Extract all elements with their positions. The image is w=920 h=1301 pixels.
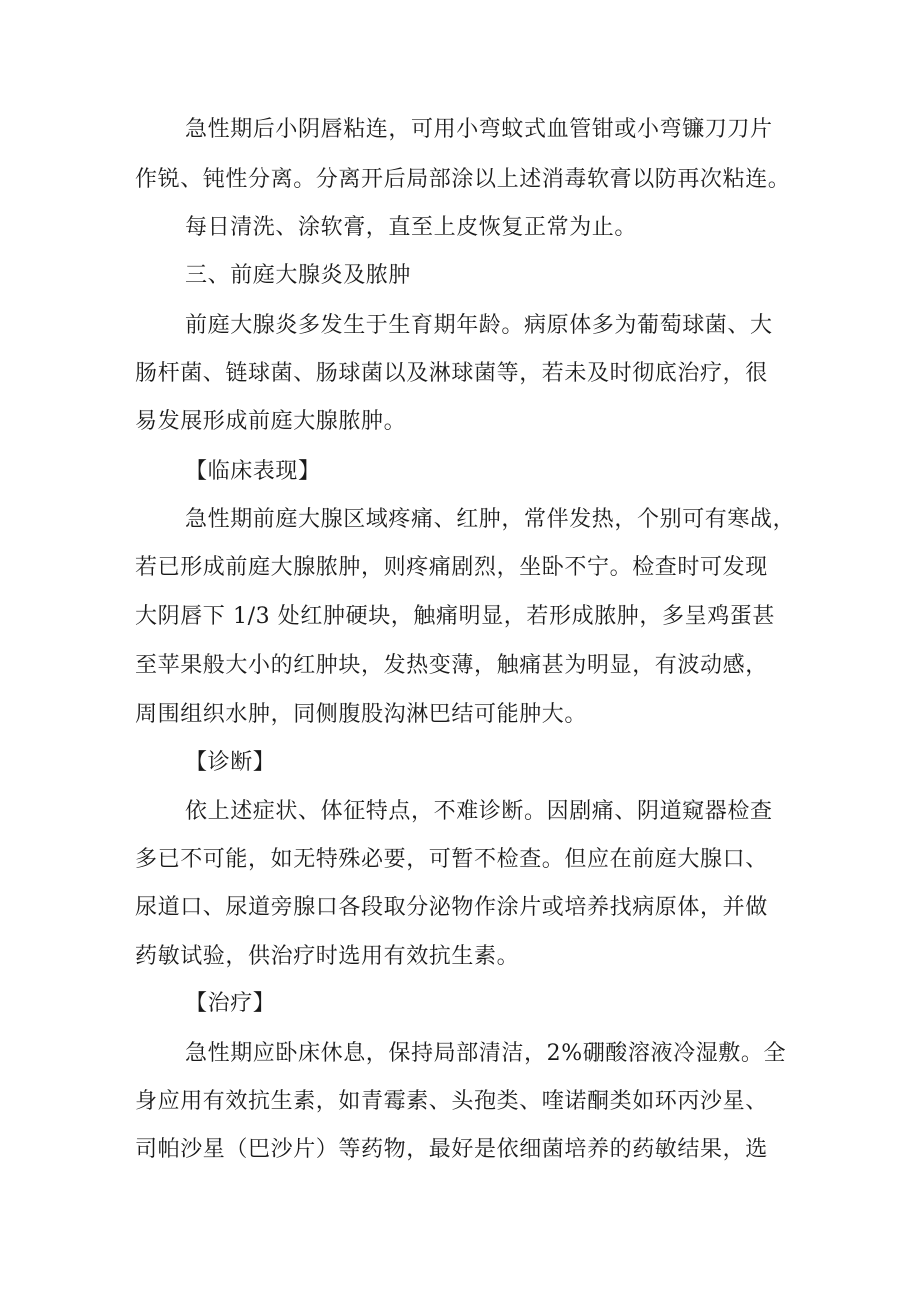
text-line-18: 药敏试验，供治疗时选用有效抗生素。 [135,944,520,969]
text-line-12: 至苹果般大小的红肿块，发热变薄，触痛甚为明显，有波动感， [135,653,768,678]
text-line-21: 身应用有效抗生素，如青霉素、头孢类、喹诺酮类如环丙沙星、 [135,1089,768,1114]
subheading-treatment: 【治疗】 [185,991,276,1016]
text-line-6: 肠杆菌、链球菌、肠球菌以及淋球菌等，若未及时彻底治疗，很 [135,361,768,386]
text-line-2: 作锐、钝性分离。分离开后局部涂以上述消毒软膏以防再次粘连。 [135,167,791,192]
text-line-15: 依上述症状、体征特点，不难诊断。因剧痛、阴道窥器检查 [185,799,773,824]
text-line-11: 大阴唇下 1/3 处红肿硬块，触痛明显，若形成脓肿，多呈鸡蛋甚 [135,604,775,629]
section-heading-vestibular-gland: 三、前庭大腺炎及脓肿 [185,263,412,288]
text-line-5: 前庭大腺炎多发生于生育期年龄。病原体多为葡萄球菌、大 [185,313,773,338]
subheading-clinical-presentation: 【临床表现】 [185,459,321,484]
text-line-9: 急性期前庭大腺区域疼痛、红肿，常伴发热，个别可有寒战， [185,507,796,532]
text-line-13: 周围组织水肿，同侧腹股沟淋巴结可能肿大。 [135,702,588,727]
text-line-16: 多已不可能，如无特殊必要，可暂不检查。但应在前庭大腺口、 [135,847,768,872]
subheading-diagnosis: 【诊断】 [185,750,276,775]
text-line-20: 急性期应卧床休息，保持局部清洁，2%硼酸溶液冷湿敷。全 [185,1041,787,1066]
text-line-22: 司帕沙星（巴沙片）等药物，最好是依细菌培养的药敏结果，选 [135,1137,768,1162]
text-line-1: 急性期后小阴唇粘连，可用小弯蚊式血管钳或小弯镰刀刀片 [185,117,773,142]
text-line-10: 若已形成前庭大腺脓肿，则疼痛剧烈，坐卧不宁。检查时可发现 [135,555,768,580]
text-line-7: 易发展形成前庭大腺脓肿。 [135,409,407,434]
text-line-3: 每日清洗、涂软膏，直至上皮恢复正常为止。 [185,215,638,240]
text-line-17: 尿道口、尿道旁腺口各段取分泌物作涂片或培养找病原体，并做 [135,895,768,920]
